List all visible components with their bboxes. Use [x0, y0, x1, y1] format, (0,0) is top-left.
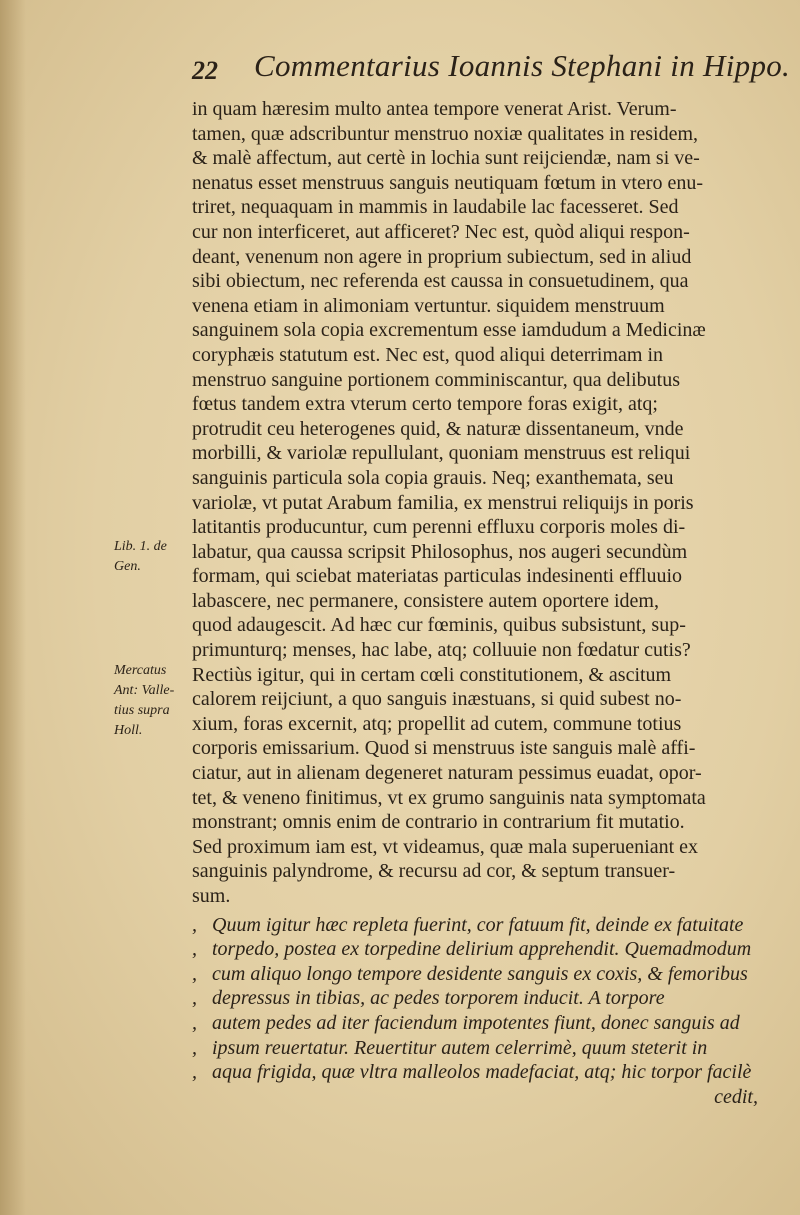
margin-note-line: Gen. — [114, 559, 141, 574]
text-line: sibi obiectum, nec referenda est caussa in consuetudinem, qua — [192, 270, 689, 293]
text-line: labascere, nec permanere, consistere autem oportere idem, — [192, 589, 659, 612]
quote-text: Quum igitur hæc repleta fuerint, cor fatuum fit, deinde ex fatuitate — [212, 913, 744, 936]
text-line: primunturq; menses, hac labe, atq; colluuie non fœdatur cutis? — [192, 639, 691, 662]
quote-line — [192, 986, 772, 1011]
text-line: quod adaugescit. Ad hæc cur fœminis, quibus subsistunt, sup- — [192, 614, 686, 637]
quote-mark: , — [192, 962, 197, 985]
quote-mark: , — [192, 1036, 197, 1059]
main-text-block — [192, 97, 772, 1109]
quote-text: cum aliquo longo tempore desidente sanguis ex coxis, & femoribus — [212, 962, 748, 985]
text-line: calorem reijciunt, a quo sanguis inæstuans, si quid subest no- — [192, 688, 682, 711]
text-line: deant, venenum non agere in proprium subiectum, sed in aliud — [192, 245, 692, 268]
text-line: menstruo sanguine portionem comminiscantur, qua delibutus — [192, 368, 680, 391]
text-line: tamen, quæ adscribuntur menstruo noxiæ qualitates in residem, — [192, 122, 699, 145]
running-title: Commentarius Ioannis Stephani in Hippo. — [254, 48, 791, 83]
text-line: venena etiam in alimoniam vertuntur. siquidem menstruum — [192, 294, 665, 317]
text-line: coryphæis statutum est. Nec est, quod aliqui deterrimam in — [192, 343, 664, 366]
text-line: sum. — [192, 885, 231, 907]
text-line: fœtus tandem extra vterum certo tempore foras exigit, atq; — [192, 393, 658, 416]
margin-note-line: Mercatus — [114, 663, 167, 678]
margin-note-line: Holl. — [114, 723, 143, 738]
text-line: sanguinem sola copia excrementum esse iamdudum a Medicinæ — [192, 319, 706, 342]
quote-text: depressus in tibias, ac pedes torporem inducit. A torpore — [212, 987, 665, 1010]
text-line: latitantis producuntur, cum perenni effluxu corporis moles di- — [192, 516, 686, 539]
quote-line — [192, 913, 772, 938]
margin-note-line: tius supra — [114, 703, 170, 718]
quote-text: autem pedes ad iter faciendum impotentes fiunt, donec sanguis ad — [212, 1011, 740, 1034]
text-line: in quam hæresim multo antea tempore venerat Arist. Verum- — [192, 98, 677, 120]
text-line: triret, nequaquam in mammis in laudabile lac facesseret. Sed — [192, 196, 679, 219]
quote-mark: , — [192, 987, 197, 1010]
quote-line — [192, 962, 772, 987]
text-line: & malè affectum, aut certè in lochia sunt reijciendæ, nam si ve- — [192, 147, 700, 170]
page-header — [192, 48, 791, 88]
quote-line — [192, 1036, 772, 1061]
page-number: 22 — [192, 56, 218, 85]
text-line: tet, & veneno finitimus, vt ex grumo sanguinis nata symptomata — [192, 786, 706, 809]
quote-line — [192, 937, 772, 962]
text-line: nenatus esset menstruus sanguis neutiquam fœtum in vtero enu- — [192, 171, 704, 194]
quotation-block — [192, 913, 772, 1110]
quote-text: aqua frigida, quæ vltra malleolos madefaciat, atq; hic torpor facilè — [212, 1061, 752, 1084]
text-line: sanguinis palyndrome, & recursu ad cor, & septum transuer- — [192, 860, 676, 883]
margin-note-citation-1 — [114, 537, 190, 577]
margin-note-citation-2 — [114, 661, 190, 741]
quote-line — [192, 1060, 772, 1085]
text-line: labatur, qua caussa scripsit Philosophus, nos augeri secundùm — [192, 540, 688, 563]
quote-text: ipsum reuertatur. Reuertitur autem celerrimè, quum steterit in — [212, 1036, 708, 1059]
quote-mark: , — [192, 1011, 197, 1034]
text-line: Rectiùs igitur, qui in certam cœli constitutionem, & ascitum — [192, 663, 672, 686]
quote-text: torpedo, postea ex torpedine delirium apprehendit. Quemadmodum — [212, 938, 752, 961]
text-line: morbilli, & variolæ repullulant, quoniam menstruus est reliqui — [192, 442, 691, 465]
text-line: Sed proximum iam est, vt videamus, quæ mala superueniant ex — [192, 835, 699, 858]
catchword: cedit, — [714, 1085, 758, 1108]
text-line: xium, foras excernit, atq; propellit ad cutem, commune totius — [192, 712, 682, 735]
quote-line — [192, 1011, 772, 1036]
text-line: sanguinis particula sola copia grauis. Neq; exanthemata, seu — [192, 466, 674, 489]
quote-mark: , — [192, 913, 197, 936]
margin-note-line: Lib. 1. de — [114, 539, 167, 554]
page-gutter-shadow — [0, 0, 26, 1215]
text-line: cur non interficeret, aut afficeret? Nec est, quòd aliqui respon- — [192, 220, 690, 243]
quote-mark: , — [192, 1061, 197, 1084]
text-line: corporis emissarium. Quod si menstruus iste sanguis malè affi- — [192, 737, 696, 760]
text-line: formam, qui sciebat materiatas particulas indesinenti effluuio — [192, 565, 683, 588]
text-line: ciatur, aut in alienam degeneret naturam pessimus euadat, opor- — [192, 762, 702, 785]
text-line: monstrant; omnis enim de contrario in contrarium fit mutatio. — [192, 811, 685, 834]
margin-note-line: Ant: Valle- — [114, 683, 175, 698]
text-line: protrudit ceu heterogenes quid, & naturæ dissentaneum, vnde — [192, 417, 684, 440]
text-line: variolæ, vt putat Arabum familia, ex menstrui reliquijs in poris — [192, 491, 694, 514]
quote-mark: , — [192, 938, 197, 961]
